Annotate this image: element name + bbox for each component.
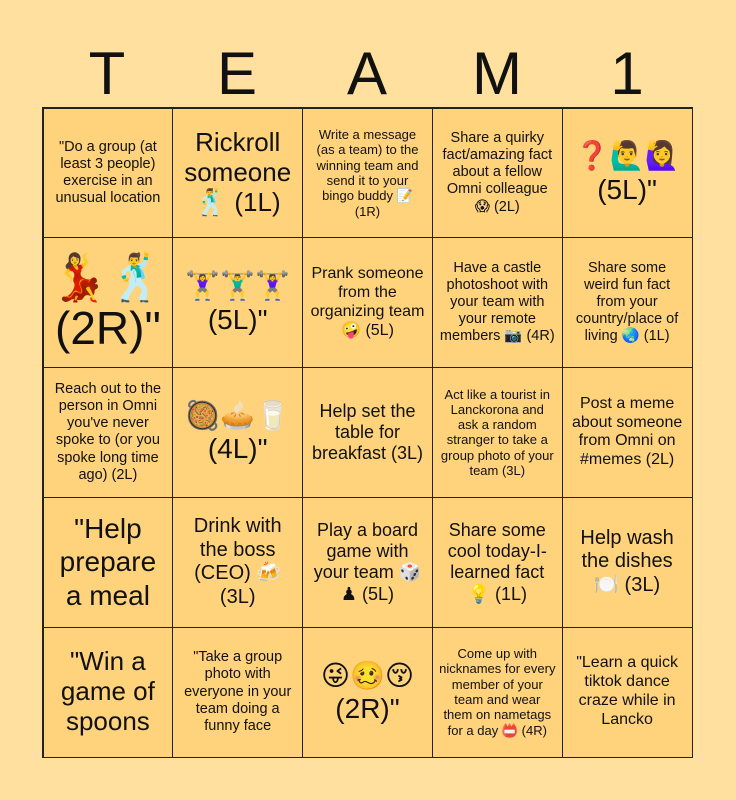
cell-text: 🏋️‍♀️🏋️‍♂️🏋️‍♀️ (5L)" (185, 270, 290, 335)
cell-text: Reach out to the person in Omni you've never spoke to (or you spoke long time ago) (2L) (54, 381, 162, 483)
cell-text: 💃🕺 (2R)" (50, 251, 166, 354)
cell-text: "Help prepare a meal (59, 512, 157, 612)
cell-text: Share some weird fun fact from your country/place of living 🌏 (1L) (575, 259, 679, 345)
cell-text: "Do a group (at least 3 people) exercise in an unusual location (55, 138, 161, 206)
bingo-cell[interactable] (302, 367, 433, 498)
cell-text: 🥘🥧🥛 (4L)" (185, 399, 290, 465)
bingo-cell[interactable] (43, 497, 174, 628)
bingo-cell[interactable] (43, 367, 174, 498)
title-letter-t: T (88, 40, 126, 107)
bingo-cell[interactable] (562, 367, 693, 498)
bingo-cell[interactable] (562, 108, 693, 239)
title-letter-a: A (346, 40, 388, 107)
bingo-cell[interactable] (302, 497, 433, 628)
cell-text: ❓🙋‍♂️🙋‍♀️ (5L)" (574, 140, 680, 205)
cell-text: Write a message (as a team) to the winning team and send it to your bingo buddy 📝 (1R) (316, 126, 419, 219)
bingo-cell[interactable] (562, 237, 693, 368)
cell-text: Help wash the dishes 🍽️ (3L) (580, 526, 674, 597)
cell-text: Have a castle photoshoot with your team with your remote members 📷 (4R) (439, 259, 555, 345)
bingo-cell[interactable] (432, 367, 563, 498)
bingo-cell[interactable] (432, 497, 563, 628)
cell-text: Come up with nicknames for every member of your team and wear them on nametags for a day 📛 (4R) (439, 646, 556, 738)
bingo-cell[interactable] (43, 108, 174, 239)
bingo-cell[interactable] (302, 627, 433, 758)
cell-text: Drink with the boss (CEO) 🍻 (3L) (193, 515, 282, 608)
cell-text: Share a quirky fact/amazing fact about a fellow Omni colleague 😱 (2L) (442, 130, 553, 215)
bingo-title (42, 40, 692, 108)
bingo-cell[interactable] (172, 497, 303, 628)
cell-text: 😜🥴😚 (2R)" (320, 659, 415, 725)
cell-text: Prank someone from the organizing team 🤪 (5L) (310, 264, 425, 339)
bingo-cell[interactable] (432, 108, 563, 239)
bingo-grid (42, 107, 693, 758)
bingo-cell[interactable] (172, 367, 303, 498)
bingo-cell[interactable] (172, 237, 303, 368)
bingo-cell[interactable] (43, 627, 174, 758)
title-letter-1: 1 (610, 40, 644, 107)
bingo-cell[interactable] (432, 237, 563, 368)
bingo-cell[interactable] (302, 108, 433, 239)
title-letter-e: E (216, 40, 258, 107)
bingo-cell[interactable] (562, 497, 693, 628)
cell-text: Post a meme about someone from Omni on #memes (2L) (571, 394, 683, 469)
bingo-cell[interactable] (172, 627, 303, 758)
cell-text: Act like a tourist in Lanckorona and ask a random stranger to take a group photo of your team (3L) (440, 386, 554, 479)
bingo-cell[interactable] (172, 108, 303, 239)
bingo-cell[interactable] (302, 237, 433, 368)
cell-text: Rickroll someone 🕺 (1L) (184, 127, 292, 217)
title-letter-m: M (472, 40, 522, 107)
cell-text: "Learn a quick tiktok dance craze while in Lancko (576, 654, 678, 728)
bingo-cell[interactable] (562, 627, 693, 758)
cell-text: "Win a game of spoons (60, 646, 155, 737)
bingo-cell[interactable] (43, 237, 174, 368)
cell-text: Play a board game with your team 🎲♟ (5L) (313, 519, 422, 604)
cell-text: "Take a group photo with everyone in your team doing a funny face (184, 649, 292, 734)
cell-text: Share some cool today-I-learned fact 💡 (1L) (447, 519, 547, 604)
cell-text: Help set the table for breakfast (3L) (311, 400, 424, 464)
bingo-cell[interactable] (432, 627, 563, 758)
